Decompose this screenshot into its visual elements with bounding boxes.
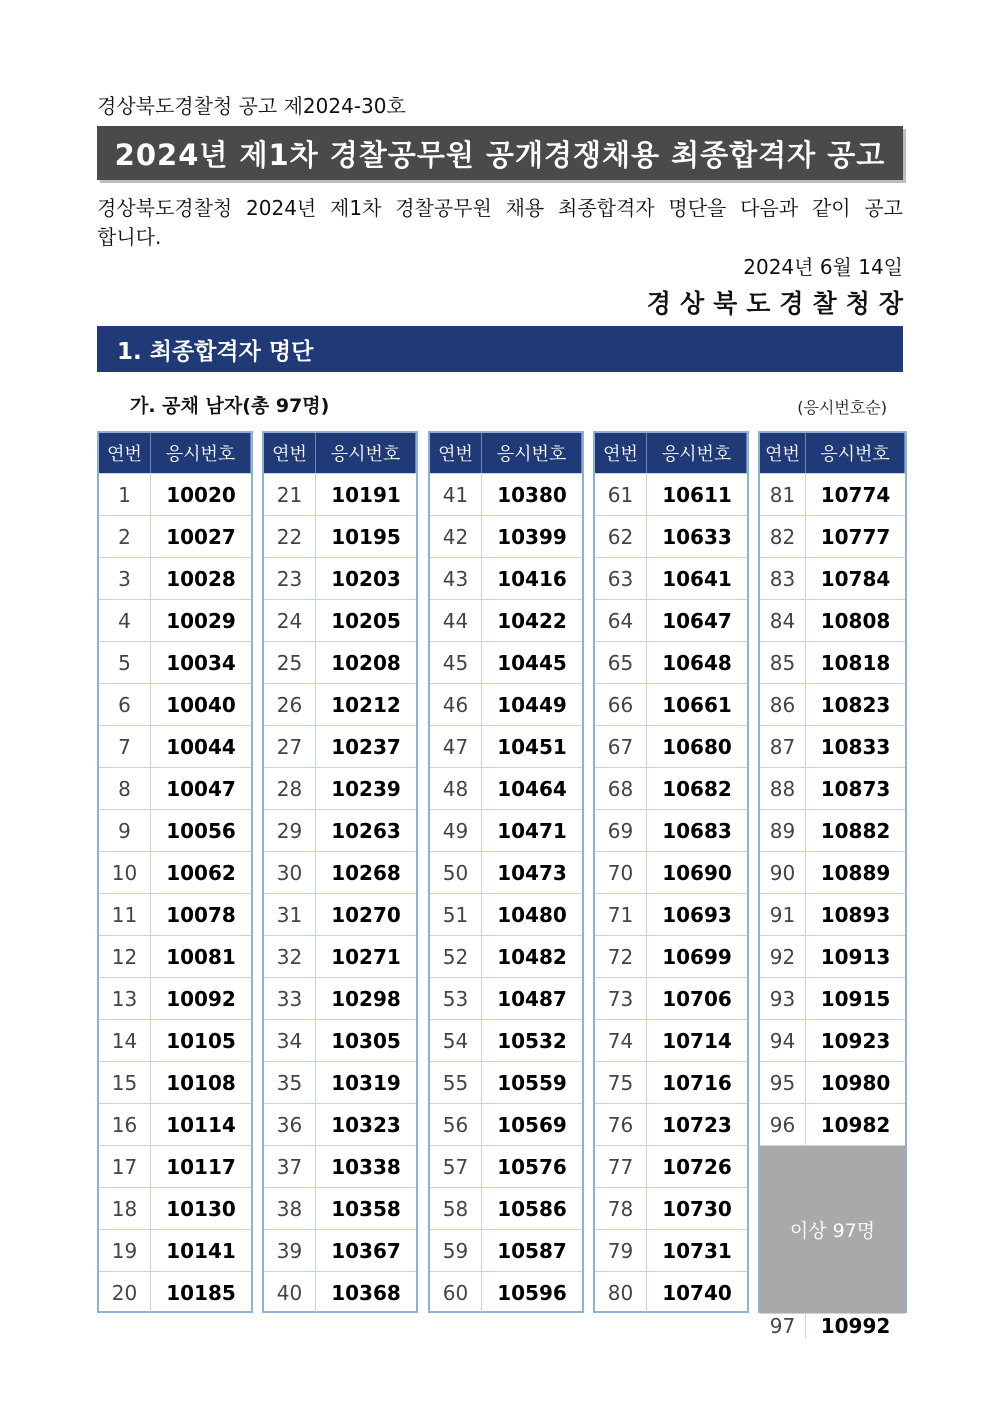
table-cell-exam-id: 10078: [151, 893, 251, 935]
column-header-number: 연번: [99, 433, 151, 473]
table-cell-exam-id: 10633: [647, 515, 747, 557]
table-cell-exam-id: 10114: [151, 1103, 251, 1145]
table-cell-exam-id: 10740: [647, 1271, 747, 1313]
table-cell-number: 48: [430, 767, 482, 809]
table-cell-number: 65: [595, 641, 647, 683]
table-cell-exam-id: 10263: [316, 809, 416, 851]
table-cell-exam-id: 10062: [151, 851, 251, 893]
table-cell-exam-id: 10487: [482, 977, 582, 1019]
table-cell-exam-id: 10980: [806, 1061, 905, 1103]
table-cell-number: 80: [595, 1271, 647, 1313]
table-cell-number: 45: [430, 641, 482, 683]
column-header-number: 연번: [760, 433, 806, 473]
table-cell-exam-id: 10399: [482, 515, 582, 557]
table-cell-number: 67: [595, 725, 647, 767]
table-cell-number: 59: [430, 1229, 482, 1271]
order-note: (응시번호순): [797, 398, 887, 417]
table-cell-exam-id: 10323: [316, 1103, 416, 1145]
table-cell-exam-id: 10682: [647, 767, 747, 809]
table-cell-number: 96: [760, 1103, 806, 1145]
table-cell-exam-id: 10380: [482, 473, 582, 515]
table-cell-exam-id: 10661: [647, 683, 747, 725]
table-cell-number: 46: [430, 683, 482, 725]
table-cell-exam-id: 10680: [647, 725, 747, 767]
table-cell-exam-id: 10596: [482, 1271, 582, 1313]
table-cell-exam-id: 10358: [316, 1187, 416, 1229]
table-cell-exam-id: 10882: [806, 809, 905, 851]
table-cell-exam-id: 10338: [316, 1145, 416, 1187]
table-cell-exam-id: 10029: [151, 599, 251, 641]
table-cell-exam-id: 10559: [482, 1061, 582, 1103]
table-cell-number: 54: [430, 1019, 482, 1061]
table-cell-exam-id: 10683: [647, 809, 747, 851]
table-cell-number: 20: [99, 1271, 151, 1313]
table-cell-number: 73: [595, 977, 647, 1019]
table-cell-number: 12: [99, 935, 151, 977]
table-cell-exam-id: 10040: [151, 683, 251, 725]
table-cell-exam-id: 10731: [647, 1229, 747, 1271]
table-cell-number: 7: [99, 725, 151, 767]
table-cell-number: 57: [430, 1145, 482, 1187]
table-cell-exam-id: 10117: [151, 1145, 251, 1187]
table-cell-number: 19: [99, 1229, 151, 1271]
table-cell-number: 83: [760, 557, 806, 599]
table-cell-number: 39: [264, 1229, 316, 1271]
table-cell-exam-id: 10706: [647, 977, 747, 1019]
table-cell-number: 71: [595, 893, 647, 935]
table-cell-number: 94: [760, 1019, 806, 1061]
table-cell-exam-id: 10464: [482, 767, 582, 809]
table-cell-exam-id: 10569: [482, 1103, 582, 1145]
table-cell-number: 78: [595, 1187, 647, 1229]
table-cell-number: 60: [430, 1271, 482, 1313]
table-cell-number: 95: [760, 1061, 806, 1103]
table-cell-exam-id: 10092: [151, 977, 251, 1019]
table-cell-exam-id: 10020: [151, 473, 251, 515]
table-cell-exam-id: 10730: [647, 1187, 747, 1229]
table-cell-number: 6: [99, 683, 151, 725]
table-cell-number: 52: [430, 935, 482, 977]
table-cell-number: 41: [430, 473, 482, 515]
table-cell-number: 22: [264, 515, 316, 557]
table-cell-number: 89: [760, 809, 806, 851]
table-cell-exam-id: 10422: [482, 599, 582, 641]
table-cell-exam-id: 10305: [316, 1019, 416, 1061]
table-cell-exam-id: 10833: [806, 725, 905, 767]
column-header-exam-id: 응시번호: [316, 433, 416, 473]
table-cell-number: 21: [264, 473, 316, 515]
table-cell-number: 34: [264, 1019, 316, 1061]
table-cell-number: 51: [430, 893, 482, 935]
table-cell-number: 84: [760, 599, 806, 641]
table-cell-exam-id: 10185: [151, 1271, 251, 1313]
table-cell-exam-id: 10239: [316, 767, 416, 809]
table-cell-number: 64: [595, 599, 647, 641]
table-cell-exam-id: 10141: [151, 1229, 251, 1271]
table-cell-exam-id: 10047: [151, 767, 251, 809]
table-cell-exam-id: 10576: [482, 1145, 582, 1187]
table-cell-number: 76: [595, 1103, 647, 1145]
table-cell-number: 72: [595, 935, 647, 977]
table-cell-number: 56: [430, 1103, 482, 1145]
table-cell-number: 43: [430, 557, 482, 599]
table-cell-number: 77: [595, 1145, 647, 1187]
column-header-number: 연번: [430, 433, 482, 473]
table-cell-number: 91: [760, 893, 806, 935]
page-title: 2024년 제1차 경찰공무원 공개경쟁채용 최종합격자 공고: [97, 126, 903, 180]
table-cell-exam-id: 10298: [316, 977, 416, 1019]
table-cell-number: 4: [99, 599, 151, 641]
table-cell-exam-id: 10777: [806, 515, 905, 557]
table-cell-number: 88: [760, 767, 806, 809]
table-cell-exam-id: 10471: [482, 809, 582, 851]
table-cell-number: 79: [595, 1229, 647, 1271]
table-cell-number: 5: [99, 641, 151, 683]
column-header-exam-id: 응시번호: [806, 433, 905, 473]
table-cell-exam-id: 10368: [316, 1271, 416, 1313]
table-cell-number: 53: [430, 977, 482, 1019]
table-cell-exam-id: 10818: [806, 641, 905, 683]
table-cell-exam-id: 10473: [482, 851, 582, 893]
notice-date: 2024년 6월 14일: [743, 255, 903, 279]
notice-number: 경상북도경찰청 공고 제2024-30호: [97, 94, 406, 118]
table-cell-exam-id: 10319: [316, 1061, 416, 1103]
table-cell-number: 90: [760, 851, 806, 893]
table-cell-exam-id: 10913: [806, 935, 905, 977]
table-cell-exam-id: 10586: [482, 1187, 582, 1229]
total-summary: 이상 97명: [760, 1145, 905, 1313]
table-column-group: [758, 431, 907, 1338]
table-cell-exam-id: 10693: [647, 893, 747, 935]
table-cell-exam-id: 10271: [316, 935, 416, 977]
table-cell-exam-id: 10714: [647, 1019, 747, 1061]
table-column-group: [428, 431, 584, 1313]
table-cell-number: 69: [595, 809, 647, 851]
table-cell-exam-id: 10893: [806, 893, 905, 935]
table-cell-number: 44: [430, 599, 482, 641]
table-cell-exam-id: 10480: [482, 893, 582, 935]
table-cell-number: 10: [99, 851, 151, 893]
table-cell-number: 17: [99, 1145, 151, 1187]
table-cell-number: 15: [99, 1061, 151, 1103]
table-cell-exam-id: 10992: [806, 1313, 905, 1338]
table-cell-number: 29: [264, 809, 316, 851]
table-cell-number: 11: [99, 893, 151, 935]
table-cell-exam-id: 10445: [482, 641, 582, 683]
table-cell-exam-id: 10716: [647, 1061, 747, 1103]
table-cell-exam-id: 10808: [806, 599, 905, 641]
table-cell-number: 75: [595, 1061, 647, 1103]
table-cell-number: 25: [264, 641, 316, 683]
table-cell-exam-id: 10923: [806, 1019, 905, 1061]
table-cell-number: 70: [595, 851, 647, 893]
table-cell-number: 32: [264, 935, 316, 977]
table-cell-number: 36: [264, 1103, 316, 1145]
table-cell-exam-id: 10056: [151, 809, 251, 851]
table-cell-number: 74: [595, 1019, 647, 1061]
table-cell-number: 23: [264, 557, 316, 599]
table-cell-number: 33: [264, 977, 316, 1019]
table-column-group: [593, 431, 749, 1313]
table-cell-exam-id: 10268: [316, 851, 416, 893]
table-cell-exam-id: 10690: [647, 851, 747, 893]
table-cell-exam-id: 10034: [151, 641, 251, 683]
table-cell-number: 66: [595, 683, 647, 725]
table-cell-exam-id: 10130: [151, 1187, 251, 1229]
table-cell-number: 42: [430, 515, 482, 557]
table-cell-exam-id: 10784: [806, 557, 905, 599]
table-cell-number: 55: [430, 1061, 482, 1103]
table-cell-exam-id: 10105: [151, 1019, 251, 1061]
table-cell-number: 26: [264, 683, 316, 725]
section-title: 1. 최종합격자 명단: [97, 326, 903, 372]
table-cell-number: 81: [760, 473, 806, 515]
column-header-exam-id: 응시번호: [482, 433, 582, 473]
table-cell-number: 50: [430, 851, 482, 893]
table-column-group: [262, 431, 418, 1313]
table-cell-number: 38: [264, 1187, 316, 1229]
table-cell-number: 14: [99, 1019, 151, 1061]
table-cell-exam-id: 10982: [806, 1103, 905, 1145]
table-cell-number: 97: [760, 1313, 806, 1338]
table-cell-number: 28: [264, 767, 316, 809]
table-cell-exam-id: 10027: [151, 515, 251, 557]
table-cell-exam-id: 10915: [806, 977, 905, 1019]
table-cell-number: 62: [595, 515, 647, 557]
table-cell-number: 68: [595, 767, 647, 809]
table-cell-number: 31: [264, 893, 316, 935]
table-cell-exam-id: 10451: [482, 725, 582, 767]
table-cell-exam-id: 10699: [647, 935, 747, 977]
table-cell-number: 92: [760, 935, 806, 977]
table-cell-exam-id: 10647: [647, 599, 747, 641]
table-cell-number: 8: [99, 767, 151, 809]
passer-table: [97, 431, 907, 1338]
table-cell-number: 30: [264, 851, 316, 893]
table-cell-exam-id: 10774: [806, 473, 905, 515]
table-cell-exam-id: 10723: [647, 1103, 747, 1145]
table-cell-number: 86: [760, 683, 806, 725]
table-cell-number: 49: [430, 809, 482, 851]
subsection-title: 가. 공채 남자(총 97명): [130, 395, 330, 417]
table-cell-exam-id: 10028: [151, 557, 251, 599]
table-cell-number: 87: [760, 725, 806, 767]
table-cell-exam-id: 10212: [316, 683, 416, 725]
table-cell-number: 82: [760, 515, 806, 557]
table-cell-number: 58: [430, 1187, 482, 1229]
table-cell-number: 1: [99, 473, 151, 515]
table-cell-exam-id: 10873: [806, 767, 905, 809]
table-cell-number: 16: [99, 1103, 151, 1145]
table-cell-exam-id: 10237: [316, 725, 416, 767]
column-header-number: 연번: [264, 433, 316, 473]
table-cell-number: 37: [264, 1145, 316, 1187]
table-cell-number: 63: [595, 557, 647, 599]
table-cell-number: 40: [264, 1271, 316, 1313]
table-cell-exam-id: 10641: [647, 557, 747, 599]
table-cell-number: 24: [264, 599, 316, 641]
table-cell-number: 85: [760, 641, 806, 683]
table-cell-exam-id: 10044: [151, 725, 251, 767]
table-cell-exam-id: 10367: [316, 1229, 416, 1271]
column-header-exam-id: 응시번호: [647, 433, 747, 473]
table-cell-number: 93: [760, 977, 806, 1019]
table-cell-exam-id: 10081: [151, 935, 251, 977]
table-cell-exam-id: 10449: [482, 683, 582, 725]
table-cell-exam-id: 10205: [316, 599, 416, 641]
table-cell-number: 13: [99, 977, 151, 1019]
table-cell-exam-id: 10611: [647, 473, 747, 515]
signer: 경상북도경찰청장: [646, 289, 912, 318]
table-cell-number: 18: [99, 1187, 151, 1229]
table-cell-number: 35: [264, 1061, 316, 1103]
table-column-group: [97, 431, 253, 1313]
table-cell-number: 27: [264, 725, 316, 767]
table-cell-exam-id: 10208: [316, 641, 416, 683]
table-cell-exam-id: 10108: [151, 1061, 251, 1103]
table-cell-exam-id: 10823: [806, 683, 905, 725]
table-cell-exam-id: 10482: [482, 935, 582, 977]
table-cell-exam-id: 10203: [316, 557, 416, 599]
table-cell-exam-id: 10270: [316, 893, 416, 935]
table-cell-exam-id: 10726: [647, 1145, 747, 1187]
intro-text: 경상북도경찰청 2024년 제1차 경찰공무원 채용 최종합격자 명단을 다음과 같이 공고합니다.: [97, 196, 903, 249]
table-cell-exam-id: 10889: [806, 851, 905, 893]
table-cell-exam-id: 10532: [482, 1019, 582, 1061]
table-cell-exam-id: 10587: [482, 1229, 582, 1271]
table-cell-exam-id: 10648: [647, 641, 747, 683]
table-cell-number: 3: [99, 557, 151, 599]
table-cell-number: 47: [430, 725, 482, 767]
column-header-exam-id: 응시번호: [151, 433, 251, 473]
table-cell-number: 9: [99, 809, 151, 851]
table-cell-exam-id: 10416: [482, 557, 582, 599]
column-header-number: 연번: [595, 433, 647, 473]
table-cell-number: 2: [99, 515, 151, 557]
table-cell-number: 61: [595, 473, 647, 515]
table-cell-exam-id: 10195: [316, 515, 416, 557]
table-cell-exam-id: 10191: [316, 473, 416, 515]
